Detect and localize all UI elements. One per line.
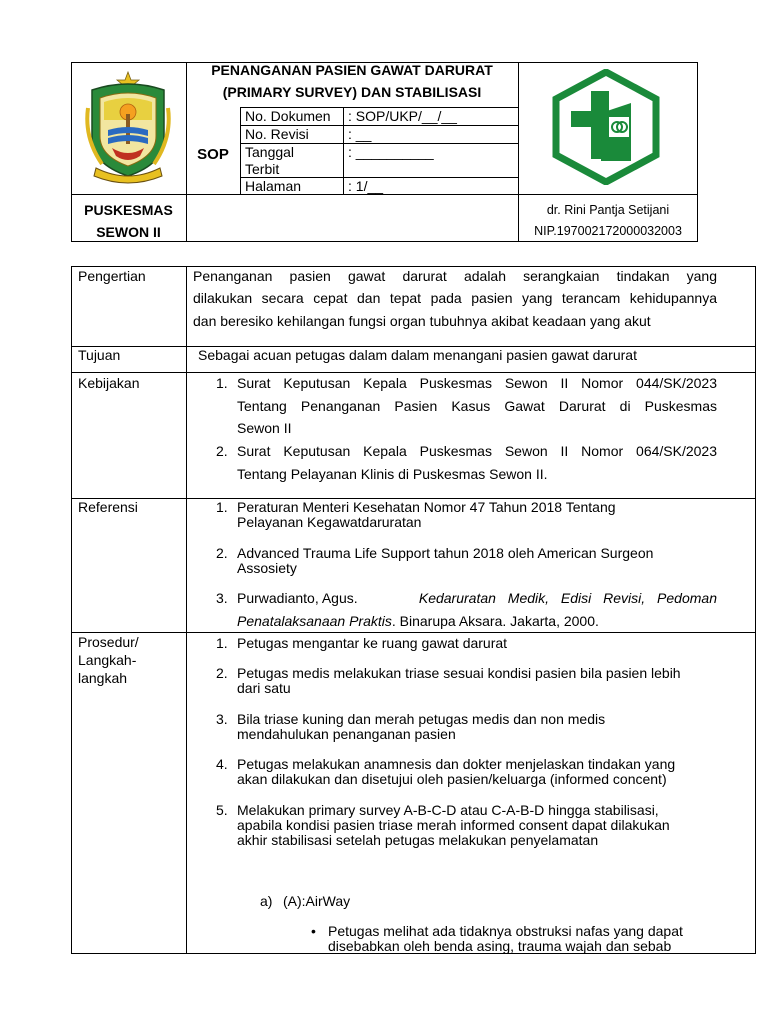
pengertian-line: dilakukan secara cepat dan tepat pada pasien yang terancam kehidupannya: [193, 290, 717, 306]
title-line-1: PENANGANAN PASIEN GAWAT DARURAT: [211, 62, 493, 78]
list-number: 2.: [216, 665, 228, 681]
list-number: 2.: [216, 443, 228, 459]
kebijakan-label: Kebijakan: [78, 375, 140, 391]
prosedur-line: akhir stabilisasi setelah petugas melakukan penyelamatan: [237, 832, 599, 848]
divider: [186, 266, 187, 954]
kebijakan-line: Surat Keputusan Kepala Puskesmas Sewon II Nomor 044/SK/2023: [237, 375, 717, 391]
revision-label: No. Revisi: [245, 126, 309, 142]
prosedur-line: Petugas mengantar ke ruang gawat darurat: [237, 635, 508, 651]
kebijakan-line: Surat Keputusan Kepala Puskesmas Sewon II Nomor 064/SK/2023: [237, 443, 717, 459]
prosedur-line: mendahulukan penanganan pasien: [237, 726, 456, 742]
signer-name: dr. Rini Pantja Setijani: [546, 203, 670, 217]
divider: [343, 107, 344, 195]
doc-number-label: No. Dokumen: [245, 108, 331, 124]
org-name-line-1: PUSKESMAS: [84, 202, 173, 218]
list-number: 3.: [216, 711, 228, 727]
prosedur-line: Petugas medis melakukan triase sesuai kondisi pasien bila pasien lebih: [237, 665, 681, 681]
org-name-line-2: SEWON II: [96, 224, 161, 240]
referensi-line: [237, 613, 599, 629]
list-number: 1.: [216, 635, 228, 651]
regional-emblem-icon: [82, 68, 174, 186]
prosedur-label: langkah: [78, 670, 128, 686]
signer-nip: NIP.197002172000032003: [534, 224, 682, 238]
referensi-line: Assosiety: [237, 560, 297, 576]
tujuan-text: Sebagai acuan petugas dalam dalam menangani pasien gawat darurat: [198, 347, 637, 363]
divider: [71, 632, 756, 633]
prosedur-line: Melakukan primary survey A-B-C-D atau C-A-B-D hingga stabilisasi,: [237, 802, 659, 818]
publisher-text: . Binarupa Aksara. Jakarta, 2000.: [391, 613, 599, 629]
tujuan-label: Tujuan: [78, 347, 121, 363]
prosedur-label: Langkah-: [78, 652, 137, 668]
kebijakan-line: Tentang Penanganan Pasien Kasus Gawat Darurat di Puskesmas: [237, 398, 717, 414]
list-number: 1.: [216, 499, 228, 515]
page-value: : 1/__: [348, 178, 384, 194]
list-number: 5.: [216, 802, 228, 818]
referensi-line: Advanced Trauma Life Support tahun 2018 oleh American Surgeon: [237, 545, 654, 561]
title-line-2: (PRIMARY SURVEY) DAN STABILISASI: [222, 84, 482, 100]
revision-value: : __: [348, 126, 372, 142]
referensi-line: [237, 590, 717, 606]
list-number: 4.: [216, 756, 228, 772]
issue-date-label-1: Tanggal: [245, 144, 295, 160]
procedure-table-border: [71, 266, 756, 954]
referensi-line: Peraturan Menteri Kesehatan Nomor 47 Tahun 2018 Tentang: [237, 499, 616, 515]
referensi-line: Pelayanan Kegawatdaruratan: [237, 514, 422, 530]
prosedur-line: akan dilakukan dan disetujui oleh pasien/keluarga (informed concent): [237, 771, 667, 787]
list-number: 2.: [216, 545, 228, 561]
prosedur-label: Prosedur/: [78, 634, 139, 650]
divider: [71, 372, 756, 373]
prosedur-line: dari satu: [237, 680, 291, 696]
doc-number-value: : SOP/UKP/__/__: [348, 108, 457, 124]
issue-date-value: : __________: [348, 144, 434, 160]
list-number: 3.: [216, 590, 228, 606]
prosedur-line: Bila triase kuning dan merah petugas medis dan non medis: [237, 711, 606, 727]
issue-date-label-2: Terbit: [245, 161, 280, 177]
bullet-icon: •: [311, 923, 316, 939]
puskesmas-logo-icon: [551, 69, 661, 185]
pengertian-label: Pengertian: [78, 268, 146, 284]
divider: [240, 107, 241, 195]
sub-list-marker: a): [260, 893, 273, 909]
pengertian-line: dan beresiko kehilangan fungsi organ tubuhnya akibat keadaan yang akut: [193, 313, 651, 329]
kebijakan-line: Sewon II: [237, 420, 292, 436]
list-number: 1.: [216, 375, 228, 391]
book-title: Kedaruratan Medik, Edisi Revisi, Pedoman: [418, 590, 717, 606]
page-label: Halaman: [245, 178, 302, 194]
kebijakan-line: Tentang Pelayanan Klinis di Puskesmas Sewon II.: [237, 466, 548, 482]
prosedur-line: Petugas melakukan anamnesis dan dokter menjelaskan tindakan yang: [237, 756, 676, 772]
book-title: Penatalaksanaan Praktis: [237, 613, 392, 629]
sop-label: SOP: [197, 146, 229, 163]
bullet-line: Petugas melihat ada tidaknya obstruksi nafas yang dapat: [328, 923, 683, 939]
author-text: Purwadianto, Agus.: [237, 590, 358, 606]
bullet-line: disebabkan oleh benda asing, trauma wajah dan sebab: [328, 938, 672, 954]
sub-list-text: (A):AirWay: [283, 893, 351, 909]
prosedur-line: apabila kondisi pasien triase merah informed consent dapat dilakukan: [237, 817, 670, 833]
divider: [71, 194, 698, 195]
pengertian-line: Penanganan pasien gawat darurat adalah serangkaian tindakan yang: [193, 268, 717, 284]
referensi-label: Referensi: [78, 499, 138, 515]
